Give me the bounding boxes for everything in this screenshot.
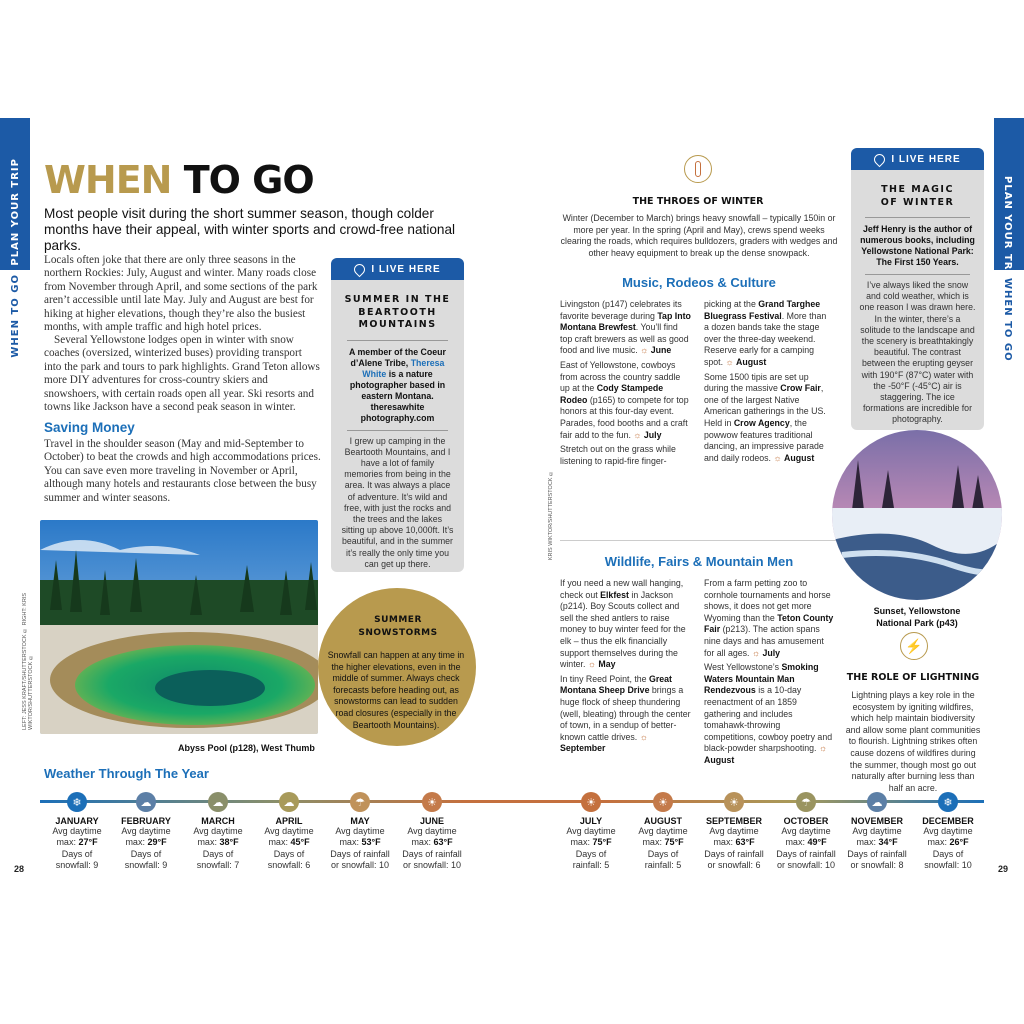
snow-cloud-icon: ☁ <box>136 792 156 812</box>
bio-name: Theresa White <box>362 357 445 379</box>
music-col1-month1: June <box>650 345 672 356</box>
abyss-pool-photo <box>40 520 318 734</box>
lightning-title: THE ROLE OF LIGHTNING <box>846 672 980 683</box>
calendar-icon: ☼ <box>633 429 642 440</box>
calendar-icon: ☼ <box>773 452 782 463</box>
ilive-right-bio: Jeff Henry is the author of numerous books, including Yellowstone National Park: The First 150 Years. <box>860 224 975 267</box>
weather-month <box>110 816 182 871</box>
weather-month <box>555 816 627 871</box>
calendar-icon: ☼ <box>640 345 649 356</box>
section-divider <box>560 540 836 541</box>
ilive-left-box <box>331 258 464 572</box>
bio-text-b: is a nature photographer based in eastern Montana. theresawhite photography.com <box>349 368 446 423</box>
month-stats: Avg daytime max: 63°F Days of rainfall or snowfall: 10 <box>402 826 462 870</box>
right-section-label: WHEN TO GO <box>1002 278 1013 362</box>
month-stats: Avg daytime max: 75°F Days of rainfall: 5 <box>638 826 688 870</box>
month-stats: Avg daytime max: 53°F Days of rainfall or snowfall: 10 <box>330 826 390 870</box>
weather-month <box>396 816 468 871</box>
month-stats: Avg daytime max: 63°F Days of rainfall or snowfall: 6 <box>704 826 764 870</box>
saving-money-heading: Saving Money <box>44 420 135 435</box>
snowflake-icon: ❄ <box>938 792 958 812</box>
music-col1-p3: Stretch out on the grass while listening to rapid-fire finger- <box>560 444 676 466</box>
wildlife-col1-p2: In tiny Reed Point, the Great Montana Sheep Drive brings a huge flock of sheep thundering (well, bleating) through the center of town, in a sendup of better-known cattle drives. <box>560 673 691 742</box>
sun-icon: ☀ <box>581 792 601 812</box>
wildlife-col2-p2: West Yellowstone’s Smoking Waters Mountain Man Rendezvous is a 10-day reenactment of an 1859 gathering and includes tomahawk-throwing competitions, cowboy poetry and black-powder sharpshooting. <box>704 662 833 754</box>
ilive-left-header <box>331 258 464 280</box>
month-name: NOVEMBER <box>850 816 903 826</box>
month-name: SEPTEMBER <box>705 816 762 826</box>
cloudy-icon: ☁ <box>279 792 299 812</box>
ilive-right-title: THE MAGIC OF WINTER <box>880 184 955 208</box>
month-name: FEBRUARY <box>121 816 171 826</box>
month-stats: Avg daytime max: 45°F Days of snowfall: 6 <box>264 826 314 870</box>
page-number-left: 28 <box>14 864 25 874</box>
photo-credit-right: KRIS WIKTOR/SHUTTERSTOCK © <box>548 470 554 561</box>
month-name: AUGUST <box>644 816 682 826</box>
abyss-pool-image <box>40 520 318 734</box>
snowstorms-title: SUMMER SNOWSTORMS <box>358 615 438 638</box>
music-col1-p1: Livingston (p147) celebrates its favorite beverage during Tap Into Montana Brewfest. You’ll find top craft brewers as well as good food and live music. <box>560 299 691 356</box>
music-col1-p2: East of Yellowstone, cowboys from across the country saddle up at the Cody Stampede Rodeo (p165) to compete for top honors at this four-day event. Parades, food booths and a craft fair add to the fun. <box>560 359 689 440</box>
weather-month <box>253 816 325 871</box>
bio-text-a: A member of the Coeur d’Alene Tribe, <box>349 346 446 368</box>
calendar-icon: ☼ <box>751 647 760 658</box>
throes-text: Winter (December to March) brings heavy snowfall – typically 150in or more per year. In the spring (April and May), crews spend weeks clearing the roads, which requires bulldozers, graders with wedges and other heavy equipment to break up the dense snowpack. <box>560 213 838 258</box>
page-title <box>44 158 314 202</box>
wildlife-heading: Wildlife, Fairs & Mountain Men <box>604 554 794 569</box>
body-paragraph-3: Travel in the shoulder season (May and mid-September to October) to beat the crowds and high accommodations prices. You can save even more traveling in November or April, although many hotels and restaurants close between the busy summer and winter seasons. <box>44 438 321 504</box>
month-name: JUNE <box>419 816 444 826</box>
rain-icon: ☂ <box>796 792 816 812</box>
weather-month <box>912 816 984 871</box>
calendar-icon: ☼ <box>818 743 827 754</box>
snow-cloud-icon: ☁ <box>867 792 887 812</box>
sun-icon: ☀ <box>653 792 673 812</box>
photo-credit-left: LEFT: JESS KRAFT/SHUTTERSTOCK © RIGHT: KRIS WIKTOR/SHUTTERSTOCK © <box>22 592 34 730</box>
ilive-left-text: I grew up camping in the Beartooth Mountains, and I have a lot of family memories from being in the area. It was always a place of adventure. It’s wild and free, with just the rocks and the trees and the lakes sitting up above 10,000ft. It’s beautiful, and in the summer it’s really the only time you can get up there. <box>341 435 454 569</box>
weather-month <box>41 816 113 871</box>
month-stats: Avg daytime max: 49°F Days of rainfall or snowfall: 10 <box>776 826 836 870</box>
music-col2 <box>704 299 832 464</box>
weather-timeline-line <box>40 800 984 803</box>
calendar-icon: ☼ <box>725 356 734 367</box>
rain-icon: ☂ <box>350 792 370 812</box>
wildlife-col1 <box>560 578 692 755</box>
calendar-icon: ☼ <box>587 659 596 670</box>
sunset-caption: Sunset, Yellowstone National Park (p43) <box>873 606 961 628</box>
sunset-image <box>832 430 1002 600</box>
wildlife-col1-month2: September <box>560 743 606 754</box>
weather-month <box>324 816 396 871</box>
ilive-right-header <box>851 148 984 170</box>
ilive-right-text: I’ve always liked the snow and cold weather, which is one reason I was drawn here. In the winter, there’s a solitude to the landscape and the scenery is breathtakingly beautiful. The contrast between the erupting geyser with 190°F (87°C) water with the -50°F (-45°C) air is staggering. The ice formations are incredible for photography. <box>859 280 976 425</box>
month-name: MARCH <box>201 816 235 826</box>
wildlife-col1-month1: May <box>598 659 616 670</box>
right-tab-label: PLAN YOUR TRIP <box>1002 176 1013 284</box>
month-stats: Avg daytime max: 34°F Days of rainfall or snowfall: 8 <box>847 826 907 870</box>
month-name: APRIL <box>275 816 303 826</box>
month-name: JULY <box>579 816 603 826</box>
music-col1-month2: July <box>643 429 662 440</box>
snowstorms-text: Snowfall can happen at any time in the higher elevations, even in the middle of summer. Always check forecasts before heading out, as snowstorms can lead to sudden road closures (especially in the Beartooth Mountains). <box>327 650 465 730</box>
weather-month <box>698 816 770 871</box>
lightning-text: Lightning plays a key role in the ecosystem by igniting wildfires, which help maintain biodiversity and allow some plant communities to flourish. Lightning strikes often cause dozens of wildfires during the summer, though most go out naturally after burning less than half an acre. <box>845 690 981 793</box>
wildlife-col2-month2: August <box>704 754 735 765</box>
sun-icon: ☀ <box>724 792 744 812</box>
weather-month <box>182 816 254 871</box>
weather-month <box>770 816 842 871</box>
wildlife-col2 <box>704 578 834 767</box>
throes-title: THE THROES OF WINTER <box>632 196 764 207</box>
ilive-left-bio <box>341 347 454 424</box>
page-number-right: 29 <box>998 864 1009 874</box>
thermometer-icon <box>684 155 712 183</box>
ilive-left-title: SUMMER IN THE BEARTOOTH MOUNTAINS <box>344 294 451 330</box>
wildlife-col2-month1: July <box>762 647 781 658</box>
left-section-label: WHEN TO GO <box>10 274 21 358</box>
music-col2-p1: picking at the Grand Targhee Bluegrass Festival. More than a dozen bands take the stage over the three-day weekend. Reserve early for a camping spot. <box>704 299 827 367</box>
month-stats: Avg daytime max: 27°F Days of snowfall: 9 <box>52 826 102 870</box>
sunset-photo <box>832 430 1002 600</box>
ilive-right-header-text: I LIVE HERE <box>891 153 961 165</box>
wildlife-col2-p1: From a farm petting zoo to cornhole tournaments and horse shows, it does not get more Wyoming than the Teton County Fair (p213). The action spans nine days and has amusement for all ages. <box>704 578 834 658</box>
left-tab-label: PLAN YOUR TRIP <box>10 158 21 266</box>
lightning-icon: ⚡ <box>900 632 928 660</box>
music-col2-month1: August <box>736 356 767 367</box>
abyss-pool-caption: Abyss Pool (p128), West Thumb <box>178 743 315 753</box>
body-paragraph-1: Locals often joke that there are only three seasons in the northern Rockies: July, August and winter. Many roads close from November through April, and some sections of the park aren’t accessible until late May. July and August are best for hiking at higher elevations, though they’re also the busiest months, with ample traffic and high hotel prices. <box>44 254 318 334</box>
music-col2-month2: August <box>783 452 815 463</box>
month-stats: Avg daytime max: 75°F Days of rainfall: 5 <box>566 826 616 870</box>
cloudy-icon: ☁ <box>208 792 228 812</box>
weather-month <box>627 816 699 871</box>
intro-text: Most people visit during the short summer season, though colder months have their appeal, with winter sports and crowd-free national parks. <box>44 206 456 253</box>
month-stats: Avg daytime max: 26°F Days of snowfall: 10 <box>923 826 973 870</box>
music-heading: Music, Rodeos & Culture <box>622 275 776 290</box>
music-col1 <box>560 299 692 467</box>
ilive-left-header-text: I LIVE HERE <box>371 263 441 275</box>
wildlife-col1-p1: If you need a new wall hanging, check out Elkfest in Jackson (p214). Boy Scouts collect and sell the shed antlers to raise money to buy winter feed for the elk – thus the elk financially support themselves during the winter. <box>560 578 686 670</box>
body-paragraph-2: Several Yellowstone lodges open in winter with snow coaches (oversized, winterized buses) providing transport into the park and tours to park highlights. Grand Teton allows more DIY adventures for cross-country skiers and snowshoers, with certain roads open all year. Ski resorts and towns like Jackson have a second peak season in winter. <box>44 334 320 414</box>
location-pin-icon <box>872 151 888 167</box>
title-when: WHEN <box>44 158 172 202</box>
ilive-right-box <box>851 148 984 430</box>
month-name: JANUARY <box>55 816 99 826</box>
snowflake-icon: ❄ <box>67 792 87 812</box>
month-stats: Avg daytime max: 38°F Days of snowfall: 7 <box>193 826 243 870</box>
music-col2-p2: Some 1500 tipis are set up during the massive Crow Fair, one of the largest Native American gatherings in the US. Held in Crow Agency, the powwow features traditional dancing, an impressive parade and daily rodeos. <box>704 371 826 463</box>
month-name: OCTOBER <box>783 816 829 826</box>
weather-month <box>841 816 913 871</box>
month-name: MAY <box>350 816 370 826</box>
calendar-icon: ☼ <box>639 731 648 742</box>
month-name: DECEMBER <box>922 816 974 826</box>
title-to-go: TO GO <box>183 158 314 202</box>
sun-icon: ☀ <box>422 792 442 812</box>
weather-heading: Weather Through The Year <box>44 766 209 781</box>
location-pin-icon <box>352 261 368 277</box>
month-stats: Avg daytime max: 29°F Days of snowfall: 9 <box>121 826 171 870</box>
